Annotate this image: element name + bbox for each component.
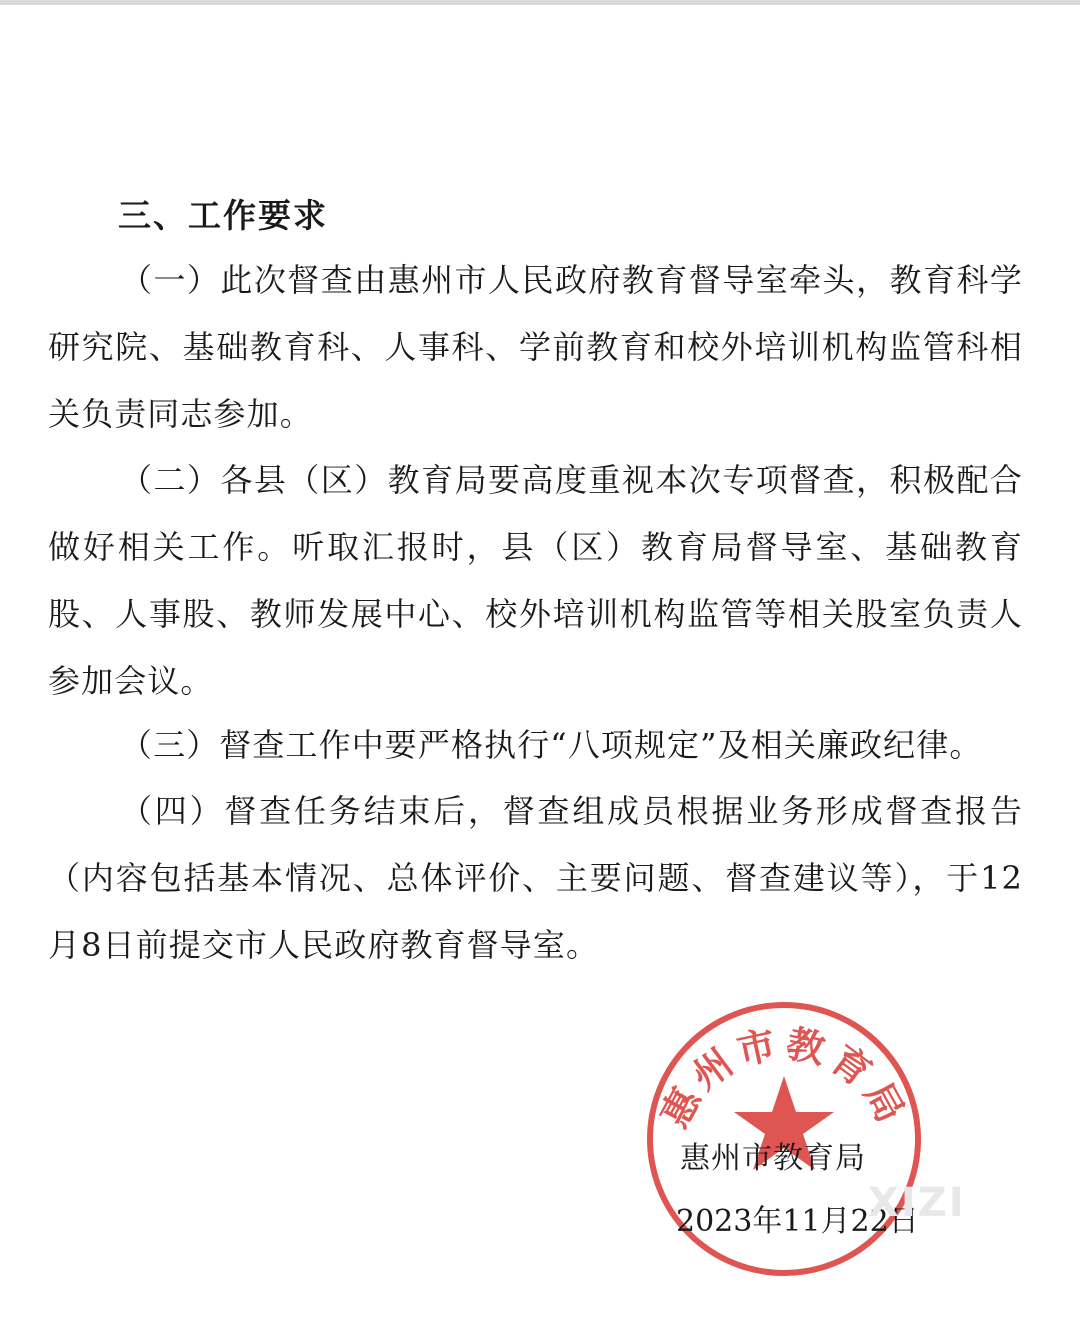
paragraph-3: （三）督查工作中要严格执行“八项规定”及相关廉政纪律。: [120, 726, 983, 764]
signature-organization: 惠州市教育局: [680, 1141, 866, 1176]
paragraph-2: （二）各县（区）教育局要高度重视本次专项督查，积极配合做好相关工作。听取汇报时，县（区）教育局督导室、基础教育股、人事股、教师发展中心、校外培训机构监管等相关股室负责人参加会议。: [48, 461, 1023, 700]
seal-text: 惠州市教育局: [652, 1021, 916, 1135]
section-heading: 三、工作要求: [118, 196, 328, 235]
paragraph-1: （一）此次督查由惠州市人民政府教育督导室牵头，教育科学研究院、基础教育科、人事科、学前教育和校外培训机构监管科相关负责同志参加。: [48, 261, 1023, 433]
signature-date: 2023年11月22日: [676, 1204, 919, 1239]
paragraph-4: （四）督查任务结束后，督查组成员根据业务形成督查报告（内容包括基本情况、总体评价、主要问题、督查建议等），于12月8日前提交市人民政府教育督导室。: [48, 792, 1023, 964]
watermark-logo: XIZI: [868, 1180, 966, 1226]
